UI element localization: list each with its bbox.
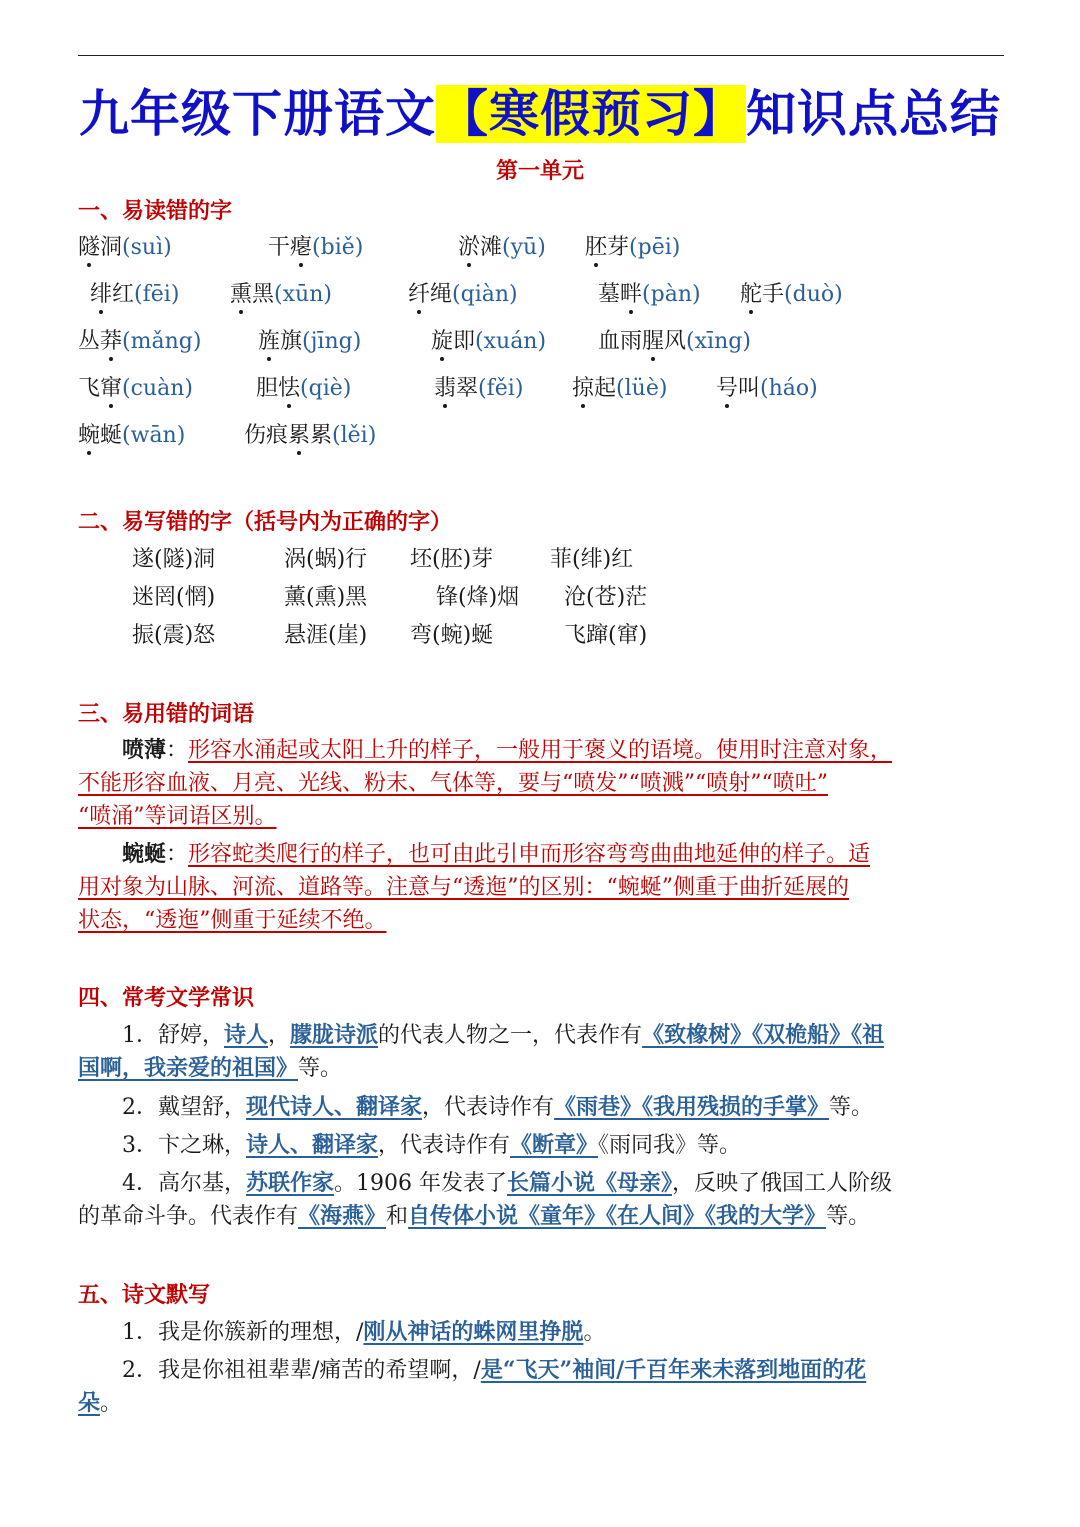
pinyin-word: 胆怯(qiè) xyxy=(256,371,351,402)
pinyin: (mǎng) xyxy=(122,329,202,354)
pinyin-word: 隧洞(suì) xyxy=(78,230,172,261)
dotted-char: 畔 xyxy=(620,277,642,308)
pinyin: (yū) xyxy=(502,235,546,260)
wrong-char-item: 悬涯(崖) xyxy=(284,623,368,648)
section-heading-3: 三、易用错的词语 xyxy=(78,701,255,727)
word-usage-penbo-line3: “喷涌”等词语区别。 xyxy=(78,804,277,829)
wrong-char-item: 菲(绯)红 xyxy=(550,547,634,572)
pinyin-word: 熏黑(xūn) xyxy=(230,277,332,308)
section-heading-4: 四、常考文学常识 xyxy=(78,985,255,1011)
dotted-char: 腥 xyxy=(642,324,664,355)
dotted-char: 旌 xyxy=(258,324,280,355)
poetry-item-2: 2．我是你祖祖辈辈/痛苦的希望啊，/是“飞天”袖间/千百年来未落到地面的花 xyxy=(122,1357,867,1383)
literature-item-1-line2: 国啊，我亲爱的祖国》等。 xyxy=(78,1055,343,1081)
title-highlight: 【寒假预习】 xyxy=(438,85,744,143)
pinyin: (cuàn) xyxy=(122,376,193,401)
page-title: 九年级下册语文【寒假预习】知识点总结 xyxy=(79,85,1001,143)
pinyin: (qiàn) xyxy=(452,282,518,307)
pinyin: (duò) xyxy=(784,282,843,307)
dotted-char: 掠 xyxy=(572,371,594,402)
pinyin: (fēi) xyxy=(134,282,180,307)
pinyin: (lěi) xyxy=(332,423,377,448)
wrong-char-item: 遂(隧)洞 xyxy=(132,547,216,572)
dotted-char: 隧 xyxy=(78,230,100,261)
top-rule xyxy=(78,55,1004,56)
poetry-item-1: 1．我是你簇新的理想，/刚从神话的蛛网里挣脱。 xyxy=(122,1319,606,1345)
pinyin-word: 血雨腥风(xīng) xyxy=(598,324,751,355)
unit-heading: 第一单元 xyxy=(495,158,584,184)
word-usage-wanyan-line3: 状态，“透迤”侧重于延续不绝。 xyxy=(78,908,387,933)
pinyin: (qiè) xyxy=(300,376,352,401)
pinyin-word: 墓畔(pàn) xyxy=(598,277,701,308)
pinyin: (jīng) xyxy=(302,329,362,354)
wrong-char-item: 涡(蜗)行 xyxy=(284,547,368,572)
pinyin-word: 纤绳(qiàn) xyxy=(408,277,518,308)
dotted-char: 旋 xyxy=(431,324,453,355)
wrong-char-item: 坯(胚)芽 xyxy=(410,547,494,572)
pinyin-word: 胚芽(pēi) xyxy=(585,230,680,261)
pinyin-word: 舵手(duò) xyxy=(740,277,843,308)
section-heading-2: 二、易写错的字（括号内为正确的字） xyxy=(78,509,453,535)
word-usage-wanyan-line2: 用对象为山脉、河流、道路等。注意与“透迤”的区别：“蜿蜒”侧重于曲折延展的 xyxy=(78,875,849,900)
pinyin-word: 丛莽(mǎng) xyxy=(78,324,201,355)
wrong-char-item: 沧(苍)茫 xyxy=(564,585,648,610)
pinyin: (xuán) xyxy=(475,329,547,354)
pinyin: (fěi) xyxy=(478,376,524,401)
pinyin-word: 蜿蜒(wān) xyxy=(78,418,185,449)
pinyin: (háo) xyxy=(760,376,818,401)
pinyin-word: 掠起(lüè) xyxy=(572,371,667,402)
pinyin-word: 旌旗(jīng) xyxy=(258,324,361,355)
section-heading-1: 一、易读错的字 xyxy=(78,198,233,224)
pinyin-word: 飞窜(cuàn) xyxy=(78,371,193,402)
pinyin-word: 干瘪(biě) xyxy=(268,230,363,261)
word-usage-penbo: 喷薄：形容水涌起或太阳上升的样子，一般用于褒义的语境。使用时注意对象， xyxy=(122,737,893,763)
pinyin: (xūn) xyxy=(274,282,332,307)
dotted-char: 号 xyxy=(716,371,738,402)
literature-item-4: 4．高尔基，苏联作家。1906 年发表了长篇小说《母亲》，反映了俄国工人阶级 xyxy=(122,1170,893,1196)
wrong-char-item: 振(震)怒 xyxy=(132,623,216,648)
literature-item-3: 3．卞之琳，诗人、翻译家，代表诗作有《断章》《雨同我》等。 xyxy=(122,1132,742,1158)
wrong-char-item: 弯(蜿)蜒 xyxy=(410,623,494,648)
pinyin: (suì) xyxy=(122,235,172,260)
pinyin-word: 翡翠(fěi) xyxy=(434,371,523,402)
wrong-char-item: 迷罔(惘) xyxy=(132,585,216,610)
dotted-char: 蜿 xyxy=(78,418,100,449)
poetry-item-2-line2: 朵。 xyxy=(78,1390,123,1416)
pinyin-word: 伤痕累累(lěi) xyxy=(244,418,376,449)
pinyin-word: 号叫(háo) xyxy=(716,371,818,402)
dotted-char: 熏 xyxy=(230,277,252,308)
dotted-char: 胚 xyxy=(585,230,607,261)
section-heading-5: 五、诗文默写 xyxy=(78,1282,211,1308)
pinyin: (pàn) xyxy=(642,282,701,307)
dotted-char: 莽 xyxy=(100,324,122,355)
wrong-char-item: 锋(烽)烟 xyxy=(436,585,520,610)
dotted-char: 绯 xyxy=(90,277,112,308)
literature-item-1: 1．舒婷，诗人，朦胧诗派的代表人物之一，代表作有《致橡树》《双桅船》《祖 xyxy=(122,1022,885,1048)
literature-item-2: 2．戴望舒，现代诗人、翻译家，代表诗作有《雨巷》《我用残损的手掌》等。 xyxy=(122,1094,874,1120)
wrong-char-item: 薰(熏)黑 xyxy=(284,585,368,610)
dotted-char: 纤 xyxy=(408,277,430,308)
pinyin: (wān) xyxy=(122,423,186,448)
wrong-char-item: 飞蹿(窜) xyxy=(564,623,648,648)
dotted-char: 窜 xyxy=(100,371,122,402)
dotted-char: 累 xyxy=(288,418,310,449)
pinyin-word: 淤滩(yū) xyxy=(458,230,546,261)
dotted-char: 翡 xyxy=(434,371,456,402)
pinyin: (lüè) xyxy=(616,376,668,401)
pinyin-word: 旋即(xuán) xyxy=(431,324,546,355)
dotted-char: 瘪 xyxy=(290,230,312,261)
dotted-char: 舵 xyxy=(740,277,762,308)
pinyin: (xīng) xyxy=(686,329,751,354)
pinyin: (pēi) xyxy=(629,235,681,260)
pinyin-word: 绯红(fēi) xyxy=(90,277,179,308)
word-usage-penbo-line2: 不能形容血液、月亮、光线、粉末、气体等，要与“喷发”“喷溅”“喷射”“喷吐” xyxy=(78,771,828,796)
dotted-char: 淤 xyxy=(458,230,480,261)
pinyin: (biě) xyxy=(312,235,364,260)
word-usage-wanyan: 蜿蜒：形容蛇类爬行的样子，也可由此引申而形容弯弯曲曲地延伸的样子。适 xyxy=(122,841,871,867)
literature-item-4-line2: 的革命斗争。代表作有《海燕》和自传体小说《童年》《在人间》《我的大学》等。 xyxy=(78,1203,871,1229)
dotted-char: 怯 xyxy=(278,371,300,402)
